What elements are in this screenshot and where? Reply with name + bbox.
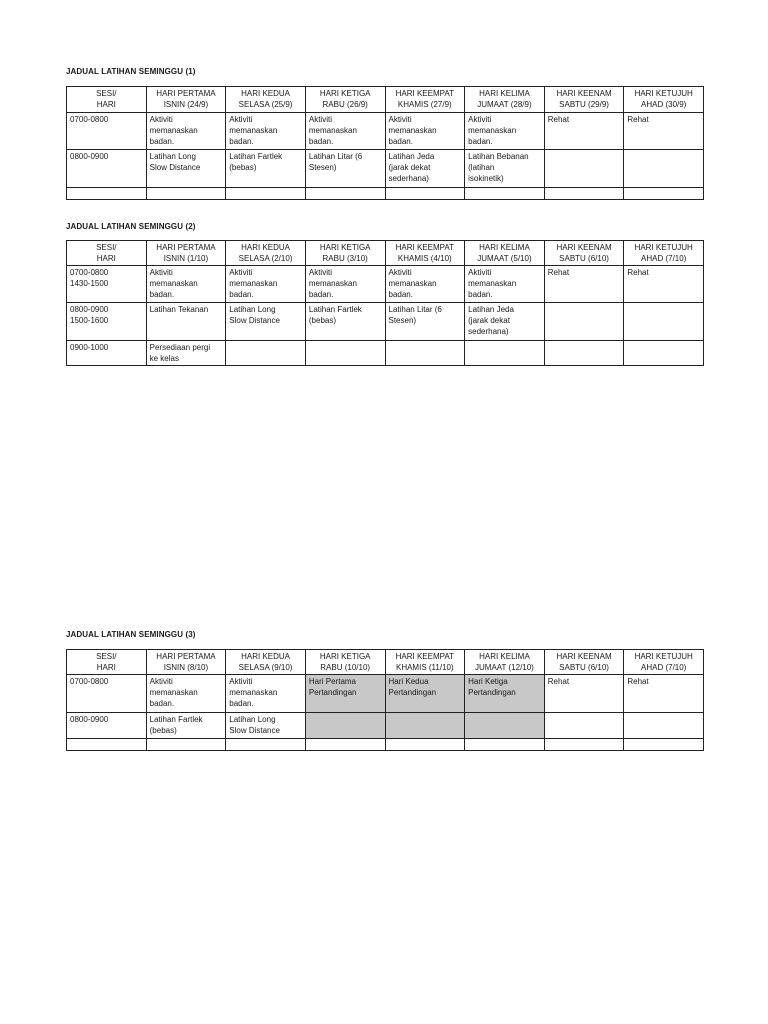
activity-cell <box>544 303 624 341</box>
cell-line: Latihan Litar (6 <box>388 305 442 314</box>
header-line: RABU (3/10) <box>322 254 368 263</box>
cell-line: (jarak dekat <box>388 163 431 172</box>
cell-line: Latihan Long <box>229 305 276 314</box>
header-cell-day <box>544 650 624 675</box>
table-3-title: JADUAL LATIHAN SEMINGGU (3) <box>66 630 196 639</box>
cell-line: ke kelas <box>149 354 179 363</box>
header-cell-day <box>624 650 704 675</box>
session-cell <box>67 113 147 150</box>
cell-line: Pertandingan <box>308 688 357 697</box>
activity-cell <box>544 675 624 713</box>
header-line: KHAMIS (11/10) <box>395 663 454 672</box>
activity-cell <box>465 188 545 200</box>
header-line: HARI KETUJUH <box>634 89 693 98</box>
session-cell <box>67 713 147 739</box>
cell-line: memanaskan <box>149 688 198 697</box>
header-cell-day <box>226 650 306 675</box>
activity-cell <box>305 150 385 188</box>
activity-cell <box>465 113 545 150</box>
header-line: SELASA (2/10) <box>238 254 293 263</box>
cell-line: memanaskan <box>388 126 437 135</box>
activity-cell <box>544 739 624 751</box>
header-line: SELASA (9/10) <box>238 663 293 672</box>
cell-line: (bebas) <box>149 726 177 735</box>
cell-line: Rehat <box>627 268 649 277</box>
table-2-title: JADUAL LATIHAN SEMINGGU (2) <box>66 222 196 231</box>
cell-line: sederhana) <box>468 327 509 336</box>
table-row <box>67 675 704 713</box>
cell-line: memanaskan <box>308 279 357 288</box>
table-row <box>67 739 704 751</box>
activity-cell <box>624 341 704 366</box>
activity-cell <box>465 150 545 188</box>
activity-cell <box>385 341 465 366</box>
activity-cell <box>146 675 226 713</box>
header-line: HARI KETIGA <box>319 89 371 98</box>
cell-line: Pertandingan <box>468 688 516 697</box>
cell-line: sederhana) <box>388 174 429 183</box>
header-line: RABU (26/9) <box>322 100 368 109</box>
cell-line: Rehat <box>547 115 570 124</box>
activity-cell <box>385 266 465 303</box>
activity-cell <box>624 113 704 150</box>
activity-cell <box>305 341 385 366</box>
cell-line: Stesen) <box>308 163 337 172</box>
schedule-table-week-3 <box>66 649 704 751</box>
cell-line: badan. <box>229 290 254 299</box>
cell-line: (latihan <box>468 163 495 172</box>
activity-cell <box>146 739 226 751</box>
cell-line: 1430-1500 <box>70 279 109 288</box>
session-cell <box>67 266 147 303</box>
cell-line: Latihan Long <box>149 152 196 161</box>
cell-line: Aktiviti <box>149 268 173 277</box>
header-line: KHAMIS (27/9) <box>397 100 452 109</box>
cell-line: Aktiviti <box>388 115 412 124</box>
schedule-table-week-1 <box>66 86 704 200</box>
cell-line: 0700-0800 <box>70 677 109 686</box>
header-line: HARI KETUJUH <box>634 243 693 252</box>
activity-cell <box>624 150 704 188</box>
header-line: ISNIN (1/10) <box>163 254 209 263</box>
cell-line: memanaskan <box>388 279 437 288</box>
header-cell-day <box>385 650 465 675</box>
header-cell-session <box>67 241 147 266</box>
cell-line: 0800-0900 <box>70 305 109 314</box>
cell-line: isokinetik) <box>468 174 504 183</box>
activity-cell <box>465 303 545 341</box>
activity-cell <box>624 188 704 200</box>
activity-cell <box>385 188 465 200</box>
cell-line: badan. <box>149 137 175 146</box>
activity-cell <box>385 713 465 739</box>
cell-line: Hari Kedua <box>388 677 429 686</box>
header-line: HARI <box>96 254 116 263</box>
activity-cell <box>305 713 385 739</box>
cell-line: Rehat <box>627 115 649 124</box>
header-line: SABTU (6/10) <box>559 663 609 672</box>
header-line: HARI KEDUA <box>241 89 291 98</box>
header-line: HARI KEENAM <box>556 89 612 98</box>
header-line: HARI KEEMPAT <box>395 89 454 98</box>
cell-line: badan. <box>388 137 413 146</box>
cell-line: memanaskan <box>229 279 278 288</box>
header-line: HARI <box>96 100 116 109</box>
cell-line: Persediaan pergi <box>149 343 211 352</box>
header-line: ISNIN (24/9) <box>163 100 209 109</box>
cell-line: Aktiviti <box>308 115 332 124</box>
cell-line: Latihan Fartlek <box>229 152 283 161</box>
activity-cell <box>385 113 465 150</box>
cell-line: memanaskan <box>229 126 278 135</box>
activity-cell <box>385 675 465 713</box>
cell-line: badan. <box>229 699 254 708</box>
header-cell-day <box>465 650 545 675</box>
cell-line: (bebas) <box>308 316 336 325</box>
cell-line: Slow Distance <box>149 163 201 172</box>
cell-line: 0900-1000 <box>70 343 109 352</box>
header-line: SELASA (25/9) <box>238 100 293 109</box>
activity-cell <box>544 150 624 188</box>
header-row <box>67 87 704 113</box>
cell-line: Latihan Jeda <box>468 305 514 314</box>
table-row <box>67 266 704 303</box>
activity-cell <box>544 266 624 303</box>
activity-cell <box>465 266 545 303</box>
activity-cell <box>305 739 385 751</box>
header-line: HARI PERTAMA <box>156 652 216 661</box>
header-cell-session <box>67 650 147 675</box>
cell-line: Aktiviti <box>149 677 173 686</box>
cell-line: Hari Pertama <box>308 677 356 686</box>
cell-line: 0700-0800 <box>70 268 109 277</box>
cell-line: Aktiviti <box>468 115 492 124</box>
cell-line: Stesen) <box>388 316 417 325</box>
header-line: AHAD (30/9) <box>641 100 687 109</box>
cell-line: Pertandingan <box>388 688 437 697</box>
cell-line: badan. <box>149 699 175 708</box>
header-cell-day <box>465 241 545 266</box>
cell-line: memanaskan <box>468 126 517 135</box>
header-line: JUMAAT (5/10) <box>477 254 532 263</box>
activity-cell <box>544 188 624 200</box>
activity-cell <box>624 713 704 739</box>
header-cell-day <box>226 241 306 266</box>
header-line: JUMAAT (12/10) <box>475 663 534 672</box>
header-line: HARI KEDUA <box>241 243 291 252</box>
session-cell <box>67 341 147 366</box>
cell-line: Rehat <box>627 677 649 686</box>
activity-cell <box>226 739 306 751</box>
cell-line: 0800-0900 <box>70 152 109 161</box>
header-cell-day <box>146 87 226 113</box>
header-cell-day <box>544 241 624 266</box>
cell-line: Latihan Jeda <box>388 152 435 161</box>
cell-line: Hari Ketiga <box>468 677 508 686</box>
activity-cell <box>226 150 306 188</box>
cell-line: Rehat <box>547 268 570 277</box>
activity-cell <box>385 739 465 751</box>
header-cell-session <box>67 87 147 113</box>
activity-cell <box>305 303 385 341</box>
header-line: ISNIN (8/10) <box>163 663 209 672</box>
header-cell-day <box>305 87 385 113</box>
header-line: HARI KELIMA <box>479 652 530 661</box>
cell-line: memanaskan <box>308 126 357 135</box>
cell-line: (bebas) <box>229 163 257 172</box>
activity-cell <box>544 713 624 739</box>
activity-cell <box>146 150 226 188</box>
header-line: SABTU (29/9) <box>559 100 609 109</box>
header-line: HARI PERTAMA <box>156 243 216 252</box>
header-line: JUMAAT (28/9) <box>477 100 532 109</box>
header-cell-day <box>385 241 465 266</box>
cell-line: Latihan Litar (6 <box>308 152 363 161</box>
header-line: HARI KELIMA <box>479 89 530 98</box>
header-cell-day <box>465 87 545 113</box>
header-line: HARI KEDUA <box>241 652 291 661</box>
table-1-title: JADUAL LATIHAN SEMINGGU (1) <box>66 67 196 76</box>
activity-cell <box>624 675 704 713</box>
activity-cell <box>146 713 226 739</box>
cell-line: Aktiviti <box>388 268 412 277</box>
session-cell <box>67 739 147 751</box>
activity-cell <box>226 266 306 303</box>
activity-cell <box>305 113 385 150</box>
table-row <box>67 188 704 200</box>
cell-line: Slow Distance <box>229 316 280 325</box>
activity-cell <box>226 113 306 150</box>
session-cell <box>67 188 147 200</box>
header-line: SESI/ <box>96 89 117 98</box>
activity-cell <box>544 113 624 150</box>
header-line: SABTU (6/10) <box>559 254 609 263</box>
activity-cell <box>385 150 465 188</box>
header-line: HARI KETUJUH <box>634 652 693 661</box>
cell-line: Latihan Bebanan <box>468 152 529 161</box>
cell-line: Aktiviti <box>308 268 332 277</box>
header-line: HARI <box>96 663 116 672</box>
activity-cell <box>226 188 306 200</box>
cell-line: Aktiviti <box>229 268 253 277</box>
table-row <box>67 113 704 150</box>
cell-line: Aktiviti <box>229 115 253 124</box>
cell-line: Aktiviti <box>229 677 253 686</box>
header-cell-day <box>624 87 704 113</box>
cell-line: Latihan Fartlek <box>308 305 362 314</box>
header-line: HARI KETIGA <box>319 652 371 661</box>
header-cell-day <box>624 241 704 266</box>
activity-cell <box>544 341 624 366</box>
cell-line: memanaskan <box>149 279 198 288</box>
activity-cell <box>465 341 545 366</box>
activity-cell <box>226 713 306 739</box>
header-cell-day <box>305 241 385 266</box>
cell-line: badan. <box>229 137 254 146</box>
table-row <box>67 341 704 366</box>
header-line: KHAMIS (4/10) <box>397 254 452 263</box>
activity-cell <box>465 713 545 739</box>
activity-cell <box>146 303 226 341</box>
activity-cell <box>226 341 306 366</box>
header-line: HARI KEEMPAT <box>395 652 454 661</box>
cell-line: badan. <box>388 290 413 299</box>
header-line: SESI/ <box>96 652 117 661</box>
cell-line: badan. <box>468 290 493 299</box>
cell-line: Slow Distance <box>229 726 280 735</box>
activity-cell <box>465 675 545 713</box>
activity-cell <box>624 739 704 751</box>
cell-line: 0800-0900 <box>70 715 109 724</box>
cell-line: memanaskan <box>149 126 198 135</box>
cell-line: memanaskan <box>229 688 278 697</box>
header-line: AHAD (7/10) <box>641 663 687 672</box>
header-line: HARI KETIGA <box>319 243 371 252</box>
cell-line: badan. <box>308 290 334 299</box>
cell-line: 1500-1600 <box>70 316 109 325</box>
header-cell-day <box>226 87 306 113</box>
table-row <box>67 150 704 188</box>
cell-line: Rehat <box>547 677 570 686</box>
activity-cell <box>385 303 465 341</box>
header-line: HARI KEENAM <box>556 243 612 252</box>
header-cell-day <box>544 87 624 113</box>
session-cell <box>67 303 147 341</box>
cell-line: memanaskan <box>468 279 517 288</box>
header-cell-day <box>385 87 465 113</box>
cell-line: badan. <box>149 290 175 299</box>
header-line: HARI KELIMA <box>479 243 530 252</box>
header-line: HARI PERTAMA <box>156 89 216 98</box>
session-cell <box>67 150 147 188</box>
header-line: HARI KEENAM <box>556 652 612 661</box>
header-line: HARI KEEMPAT <box>395 243 454 252</box>
activity-cell <box>465 739 545 751</box>
header-line: AHAD (7/10) <box>641 254 687 263</box>
header-line: RABU (10/10) <box>320 663 371 672</box>
table-row <box>67 303 704 341</box>
activity-cell <box>305 266 385 303</box>
cell-line: Latihan Long <box>229 715 276 724</box>
cell-line: Latihan Fartlek <box>149 715 203 724</box>
activity-cell <box>624 303 704 341</box>
cell-line: badan. <box>468 137 493 146</box>
activity-cell <box>146 188 226 200</box>
header-cell-day <box>146 241 226 266</box>
cell-line: Aktiviti <box>149 115 173 124</box>
cell-line: Latihan Tekanan <box>149 305 209 314</box>
cell-line: badan. <box>308 137 334 146</box>
activity-cell <box>305 188 385 200</box>
table-row <box>67 713 704 739</box>
activity-cell <box>146 113 226 150</box>
activity-cell <box>226 303 306 341</box>
cell-line: (jarak dekat <box>468 316 510 325</box>
schedule-table-week-2 <box>66 240 704 366</box>
header-cell-day <box>146 650 226 675</box>
header-row <box>67 650 704 675</box>
header-cell-day <box>305 650 385 675</box>
cell-line: Aktiviti <box>468 268 492 277</box>
activity-cell <box>146 341 226 366</box>
header-row <box>67 241 704 266</box>
activity-cell <box>305 675 385 713</box>
session-cell <box>67 675 147 713</box>
activity-cell <box>624 266 704 303</box>
activity-cell <box>146 266 226 303</box>
header-line: SESI/ <box>96 243 117 252</box>
activity-cell <box>226 675 306 713</box>
cell-line: 0700-0800 <box>70 115 109 124</box>
